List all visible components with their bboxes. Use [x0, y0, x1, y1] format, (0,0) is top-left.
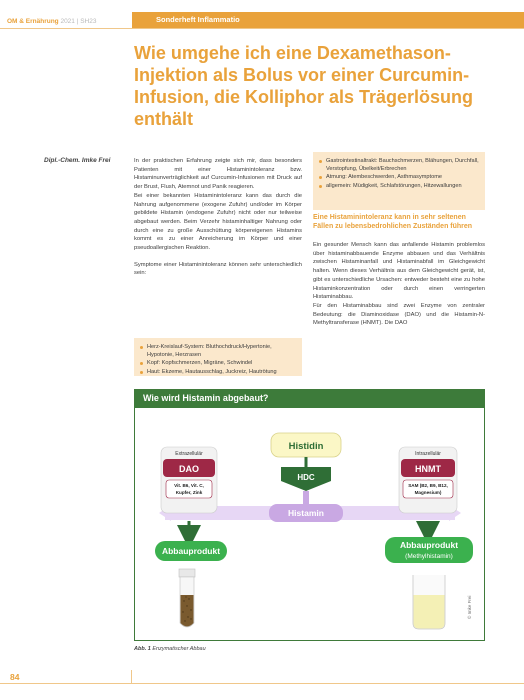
- article-title: Wie umgehe ich eine Dexamethason-Injektion als Bolus vor einer Curcumin-Infusion, die Kolliphor als Trägerlösung enthält: [134, 43, 474, 129]
- column-1: [134, 157, 302, 278]
- symptom-box-1: [134, 338, 302, 376]
- hnmt-cofactors-line1: SAM (B2, B9, B12,: [408, 483, 448, 488]
- right-product-sublabel: (Methylhistamin): [405, 553, 453, 560]
- page-number-box: [0, 670, 132, 684]
- list-item: Herz-Kreislauf-System: Bluthochdruck/Hypertonie, Hypotonie, Herzrasen: [140, 343, 296, 359]
- list-item: allgemein: Müdigkeit, Schlafstörungen, Hitzewallungen: [319, 182, 479, 190]
- bullet-icon: [140, 346, 143, 349]
- col2-paragraph-1: Ein gesunder Mensch kann das anfallende Histamin problemlos über histaminabbauende Enzyme abbauen und das Verhältnis zwischen Histaminanfall und Histaminabfall im Gleichgewicht halten. Wenn dieses Verhältnis aus dem Gleichgewicht gerät, ist, gibt es unterschiedliche Ursachen: entweder besteht eine zu hohe Histaminkonzentration oder durch einen verringerten Histaminabbau.: [313, 242, 485, 301]
- hnmt-cofactors-line2: Magnesium): [414, 490, 442, 495]
- caption-text: Enzymatischer Abbau: [152, 646, 206, 652]
- col1-paragraph-3: Symptome einer Histaminintoleranz können sehr unterschiedlich sein:: [134, 261, 302, 277]
- col1-paragraph-1: In der praktischen Erfahrung zeigte sich mir, dass besonders Patienten mit einer Histaminintoleranz bzw. Histaminunverträglichkeit auf Curcumin-Infusionen mit Druck auf der Brust, Flush, Atemnot und Panik reagieren.: [134, 158, 302, 191]
- page-number: 84: [10, 672, 20, 682]
- bullet-icon: [319, 160, 322, 163]
- histamine-diagram: [135, 409, 484, 641]
- column-2-text: [313, 241, 485, 328]
- col2-paragraph-2: Für den Histaminabbau sind zwei Enzyme von zentraler Bedeutung: die Diaminoxidase (DAO) und die Histamin-N-Methyltransferase (HNMT). Die DAO: [313, 302, 485, 327]
- issue-label: 2021 | SH23: [60, 18, 97, 25]
- col1-paragraph-2: Bei einer bekannten Histaminintoleranz kann das durch die Nahrung aufgenommene (exogene Zufuhr) und/oder im Körper gebildete Histamin (endogene Zufuhr) nicht oder nur teilweise abgebaut werden. Beim Verzehr histaminhaltiger Nahrung oder durch eine zu große Ausschüttung körpereigenen Histamins kommt es zu einer Anreicherung im Körper und einer pseudoallergischen Reaktion.: [134, 192, 302, 252]
- dao-label: DAO: [179, 464, 199, 474]
- right-product-label: Abbauprodukt: [399, 540, 459, 550]
- bullet-icon: [319, 176, 322, 179]
- bullet-icon: [140, 371, 143, 374]
- list-item: Haut: Ekzeme, Hautausschlag, Juckreiz, Hautrötung: [140, 368, 296, 376]
- figure-credit: © Imke Frei: [467, 595, 472, 619]
- figure-header: [135, 390, 484, 408]
- left-product-label: Abbauprodukt: [161, 546, 221, 556]
- list-item: Atmung: Atembeschwerden, Asthmasymptome: [319, 173, 479, 181]
- left-test-tube: [179, 569, 195, 627]
- right-test-container: [413, 575, 445, 629]
- histamine-figure: [134, 389, 485, 641]
- header-rule: [0, 28, 524, 29]
- dao-cofactors-line2: Kupfer, Zink: [175, 490, 203, 495]
- extrazellular-label: Extrazellulär: [175, 451, 203, 457]
- section-label: Sonderheft Inflammatio: [156, 15, 240, 24]
- author-name: Dipl.-Chem. Imke Frei: [44, 157, 111, 164]
- dao-cofactors-line1: Vit. B6, Vit. C,: [174, 483, 204, 488]
- histamine-label: Histamin: [288, 508, 324, 518]
- list-item: Kopf: Kopfschmerzen, Migräne, Schwindel: [140, 359, 296, 367]
- journal-name: OM & Ernährung 2021 | SH23: [7, 18, 97, 25]
- bullet-icon: [140, 362, 143, 365]
- caption-label: Abb. 1: [134, 646, 151, 652]
- symptom-box-2: [313, 152, 485, 210]
- section-subheading: Eine Histaminintoleranz kann in sehr seltenen Fällen zu lebensbedrohlichen Zuständen führen: [313, 214, 473, 230]
- hnmt-label: HNMT: [415, 464, 441, 474]
- list-item: Gastrointestinaltrakt: Bauchschmerzen, Blähungen, Durchfall, Verstopfung, Übelkeit/Erbrechen: [319, 157, 479, 173]
- intrazellular-label: Intrazellulär: [415, 451, 441, 457]
- bullet-icon: [319, 185, 322, 188]
- section-bar: [132, 12, 524, 28]
- histidin-label: Histidin: [288, 441, 324, 452]
- footer-rule: [0, 683, 524, 684]
- hdc-label: HDC: [297, 473, 315, 482]
- figure-caption: [134, 646, 206, 652]
- figure-heading: Wie wird Histamin abgebaut?: [143, 393, 269, 403]
